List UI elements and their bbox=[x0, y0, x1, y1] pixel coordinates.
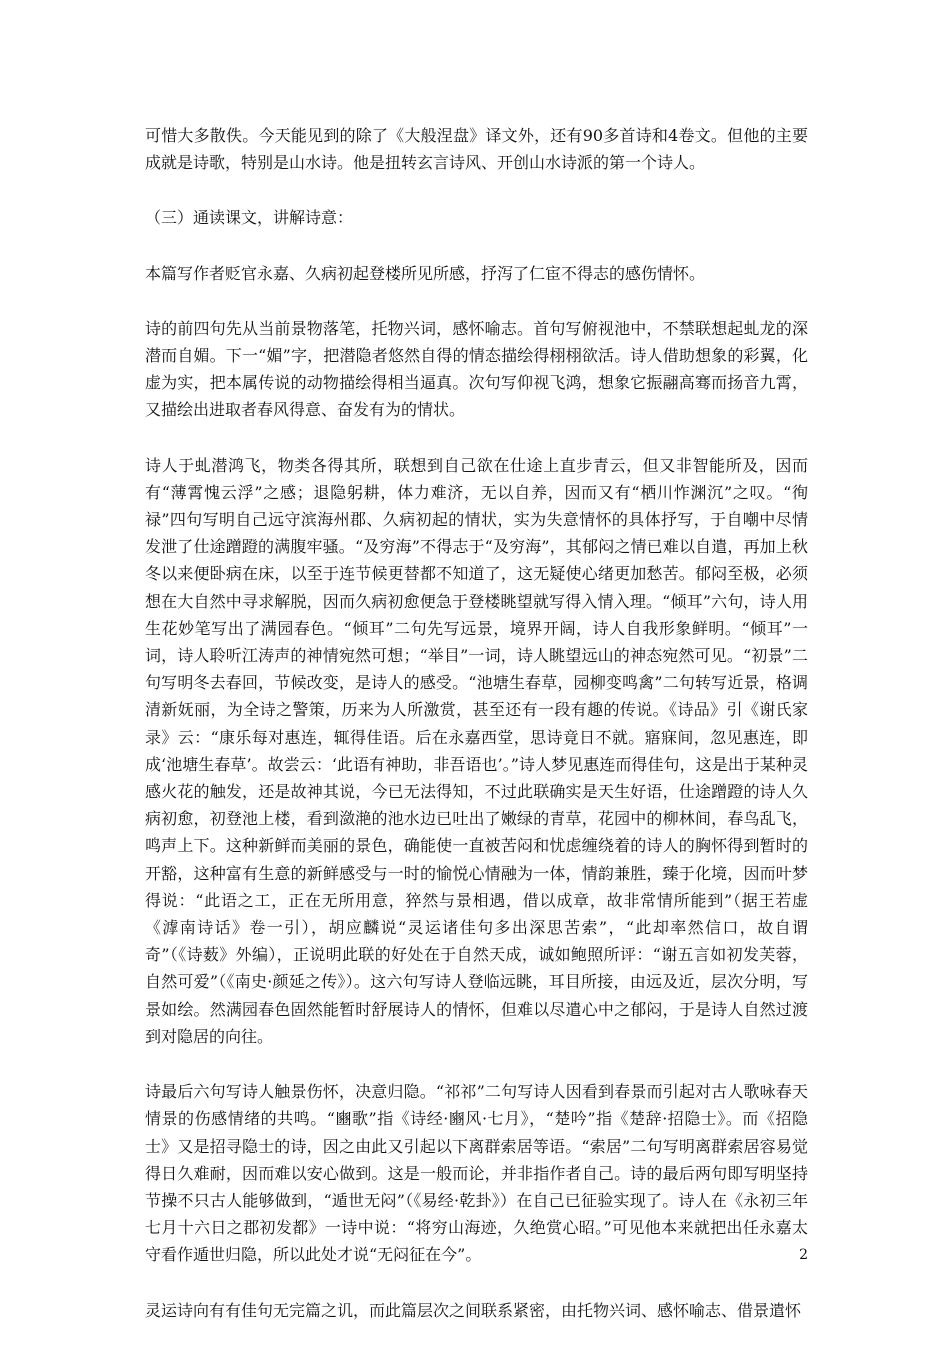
paragraph-last-six-lines: 诗最后六句写诗人触景伤怀，决意归隐。“祁祁”二句写诗人因看到春景而引起对古人歌咏春天情景的伤感情绪的共鸣。“豳歌”指《诗经·豳风·七月》，“楚吟”指《楚辞·招隐士》。而《招隐士》又是招寻隐士的诗，因之由此又引起以下离群索居等语。“索居”二句写明离群索居容易觉得日久难耐，因而难以安心做到。这是一般而论，并非指作者自己。诗的最后两句即写明坚持节操不只古人能够做到，“遁世无闷”（《易经·乾卦》）在自己已征验实现了。诗人在《永初三年七月十六日之郡初发都》一诗中说：“将穷山海迹，久绝赏心昭。”可见他本来就把出任永嘉太守看作遁世归隐，所以此处才说“无闷征在今”。 bbox=[145, 1082, 808, 1265]
paragraph-first-four-lines: 诗的前四句先从当前景物落笔，托物兴词，感怀喻志。首句写俯视池中，不禁联想起虬龙的深潜而自媚。下一“媚”字，把潜隐者悠然自得的情态描绘得栩栩欲活。诗人借助想象的彩翼，化虚为实，把本属传说的动物描绘得相当逼真。次句写仰视飞鸿，想象它振翮高骞而扬音九霄，又描绘出进取者春风得意、奋发有为的情状。 bbox=[145, 318, 808, 420]
paragraph-intro-continuation: 可惜大多散佚。今天能见到的除了《大般涅盘》译文外，还有90多首诗和4卷文。但他的主要成就是诗歌，特别是山水诗。他是扭转玄言诗风、开创山水诗派的第一个诗人。 bbox=[145, 126, 808, 173]
body-text bbox=[145, 122, 808, 1352]
paragraph-summary: 本篇写作者贬官永嘉、久病初起登楼所见所感，抒泻了仁宦不得志的感伤情怀。 bbox=[145, 263, 706, 283]
section-heading: （三）通读课文，讲解诗意： bbox=[145, 208, 354, 228]
page-number: 2 bbox=[799, 1247, 808, 1263]
paragraph-conclusion-start: 灵运诗向有有佳句无完篇之讥，而此篇层次之间联系紧密，由托物兴词、感怀喻志、借景遣怀 bbox=[145, 1300, 802, 1320]
paragraph-middle-analysis: 诗人于虬潜鸿飞，物类各得其所，联想到自己欲在仕途上直步青云，但又非智能所及，因而有“薄霄愧云浮”之感；退隐躬耕，体力难济，无以自养，因而又有“栖川怍渊沉”之叹。“徇禄”四句写明自己远守滨海州郡、久病初起的情状，实为失意情怀的具体抒写，于自嘲中尽情发泄了仕途蹭蹬的满腹牢骚。“及穷海”不得志于“及穷海”，其郁闷之情已难以自遣，再加上秋冬以来便卧病在床，以至于连节候更替都不知道了，这无疑使心绪更加愁苦。郁闷至极，必须想在大自然中寻求解脱，因而久病初愈便急于登楼眺望就写得入情入理。“倾耳”六句，诗人用生花妙笔写出了满园春色。“倾耳”二句先写远景，境界开阔，诗人自我形象鲜明。“倾耳”一词，诗人聆听江涛声的神情宛然可想；“举目”一词，诗人眺望远山的神态宛然可见。“初景”二句写明冬去春回，节候改变，是诗人的感受。“池塘生春草，园柳变鸣禽”二句转写近景，格调清新妩丽，为全诗之警策，历来为人所激赏，甚至还有一段有趣的传说。《诗品》引《谢氏家录》云：“康乐每对惠连，辄得佳语。后在永嘉西堂，思诗竟日不就。寤寐间，忽见惠连，即成‘池塘生春草’。故尝云：‘此语有神助，非吾语也’。”诗人梦见惠连而得佳句，这是出于某种灵感火花的触发，还是故神其说，今已无法得知，不过此联确实是天生好语，仕途蹭蹬的诗人久病初愈，初登池上楼，看到潋滟的池水边已吐出了嫩绿的青草，花园中的柳林间，春鸟乱飞，鸣声上下。这种新鲜而美丽的景色，确能使一直被苦闷和忧虑缠绕着的诗人的胸怀得到暂时的开豁，这种富有生意的新鲜感受与一时的愉悦心情融为一体，情韵兼胜，臻于化境，因而叶梦得说：“此语之工，正在无所用意，猝然与景相遇，借以成章，故非常情所能到”（据王若虚《滹南诗话》卷一引），胡应麟说“灵运诸佳句多出深思苦索”，“此却率然信口，故自谓奇”（《诗薮》外编），正说明此联的好处在于自然天成，诚如鲍照所评：“谢五言如初发芙蓉，自然可爱”（《南史·颜延之传》）。这六句写诗人登临远眺，耳目所接，由远及近，层次分明，写景如绘。然满园春色固然能暂时舒展诗人的情怀，但难以尽遣心中之郁闷，于是诗人自然过渡到对隐居的向往。 bbox=[145, 455, 808, 1046]
